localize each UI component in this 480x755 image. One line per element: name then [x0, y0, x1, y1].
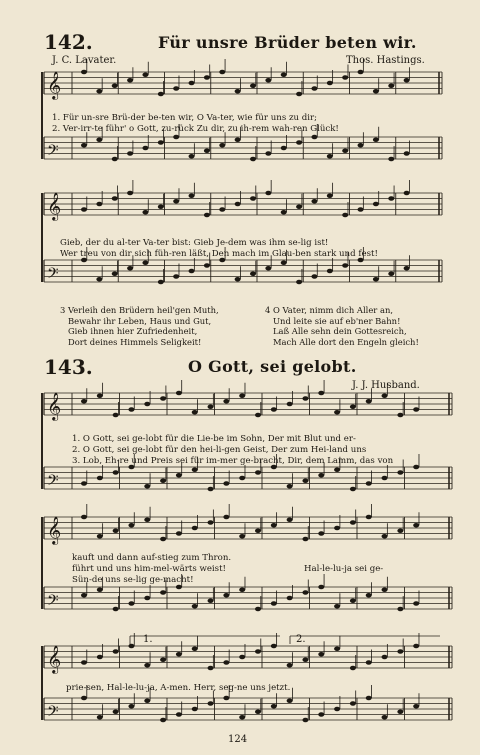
bass-clef-icon: 𝄢: [47, 703, 59, 724]
note-head: [192, 410, 198, 415]
treble-clef-icon: 𝄞: [47, 645, 62, 673]
note-head: [158, 140, 164, 145]
note-head: [239, 393, 245, 398]
note-head: [235, 89, 241, 94]
note-head: [265, 151, 271, 156]
note-head: [219, 207, 225, 212]
note-head: [223, 593, 229, 598]
note-head: [189, 193, 195, 198]
note-head: [265, 266, 271, 271]
note-head: [271, 601, 277, 606]
note-head: [342, 263, 348, 268]
hymn-143-verse2-cont: führt und uns him-mel-wärts weist!: [72, 564, 226, 574]
note-head: [388, 157, 394, 162]
note-head: [142, 146, 148, 151]
note-head: [388, 83, 394, 88]
hymn-142-verse3: 3 Verleih den Brüdern heil'gen Muth, Bewahr ihr Leben, Haus und Gut, Gieb ihnen hier Zufriedenheit, Dort deines Himmels Seligkeit!: [60, 305, 219, 347]
note-head: [397, 413, 403, 418]
note-head: [382, 655, 388, 660]
hymn-142-verse2-line: 2. Ver-irr-te führ' o Gott, zu-rück Zu dir, zu ih-rem wah-ren Glück!: [52, 124, 339, 134]
note-head: [281, 260, 287, 265]
note-head: [287, 517, 293, 522]
note-head: [255, 607, 261, 612]
note-head: [350, 598, 356, 603]
hymn-143-title: O Gott, sei gelobt.: [188, 357, 357, 376]
note-head: [397, 709, 403, 714]
note-head: [223, 696, 229, 701]
note-head: [113, 649, 119, 654]
note-head: [112, 271, 118, 276]
note-head: [173, 274, 179, 279]
note-head: [160, 590, 166, 595]
note-head: [158, 92, 164, 97]
note-head: [235, 277, 241, 282]
hymn-143-composer: J. J. Husband.: [352, 380, 420, 391]
note-head: [239, 587, 245, 592]
note-head: [287, 484, 293, 489]
note-head: [173, 199, 179, 204]
note-head: [158, 280, 164, 285]
note-head: [413, 523, 419, 528]
note-head: [358, 70, 364, 75]
note-head: [413, 644, 419, 649]
note-head: [334, 526, 340, 531]
note-head: [81, 696, 87, 701]
note-head: [271, 523, 277, 528]
note-head: [318, 652, 324, 657]
note-head: [255, 649, 261, 654]
note-head: [81, 481, 87, 486]
note-head: [382, 476, 388, 481]
note-head: [311, 86, 317, 91]
note-head: [113, 413, 119, 418]
note-head: [255, 413, 261, 418]
note-head: [223, 660, 229, 665]
note-head: [287, 698, 293, 703]
note-head: [192, 646, 198, 651]
note-head: [311, 199, 317, 204]
note-head: [271, 704, 277, 709]
note-head: [219, 143, 225, 148]
note-head: [302, 590, 308, 595]
hymn-143-number: 143.: [44, 355, 93, 379]
note-head: [223, 399, 229, 404]
note-head: [350, 404, 356, 409]
note-head: [192, 526, 198, 531]
note-head: [281, 146, 287, 151]
note-head: [373, 89, 379, 94]
note-head: [96, 137, 102, 142]
note-head: [334, 707, 340, 712]
note-head: [189, 81, 195, 86]
note-head: [239, 534, 245, 539]
note-head: [350, 666, 356, 671]
note-head: [96, 89, 102, 94]
note-head: [128, 523, 134, 528]
hymn-142-verse1-line: 1. Für un-sre Brü-der be-ten wir, O Va-ter, wie für uns zu dir;: [52, 113, 318, 123]
note-head: [160, 478, 166, 483]
note-head: [128, 601, 134, 606]
note-head: [208, 598, 214, 603]
note-head: [255, 470, 261, 475]
note-head: [373, 137, 379, 142]
bass-clef-icon: 𝄢: [47, 472, 59, 493]
note-head: [97, 655, 103, 660]
note-head: [350, 487, 356, 492]
note-head: [235, 137, 241, 142]
note-head: [176, 531, 182, 536]
note-head: [404, 78, 410, 83]
note-head: [96, 277, 102, 282]
ending-1-label: 1.: [143, 634, 153, 645]
note-head: [296, 204, 302, 209]
note-head: [287, 596, 293, 601]
hymn-143-verse1-line: 1. O Gott, sei ge-lobt für die Lie-be im Sohn, Der mit Blut und er-: [72, 434, 356, 444]
hymn-142-refrain-line2: Wer treu von dir sich füh-ren läßt, Den mach im Glau-ben stark und fest!: [60, 249, 378, 259]
note-head: [128, 704, 134, 709]
note-head: [350, 701, 356, 706]
note-head: [327, 269, 333, 274]
note-head: [204, 213, 210, 218]
hymn-142-number: 142.: [44, 30, 93, 54]
note-head: [318, 473, 324, 478]
note-head: [160, 537, 166, 542]
note-head: [327, 81, 333, 86]
note-head: [311, 135, 317, 140]
note-head: [176, 652, 182, 657]
note-head: [144, 484, 150, 489]
note-head: [296, 280, 302, 285]
note-head: [160, 396, 166, 401]
note-head: [97, 393, 103, 398]
note-head: [366, 481, 372, 486]
hymn-142-lyricist: J. C. Lavater.: [52, 55, 117, 66]
note-head: [373, 277, 379, 282]
note-head: [81, 143, 87, 148]
note-head: [302, 718, 308, 723]
note-head: [250, 271, 256, 276]
note-head: [219, 70, 225, 75]
note-head: [239, 715, 245, 720]
note-head: [327, 193, 333, 198]
note-head: [311, 274, 317, 279]
note-head: [81, 70, 87, 75]
hymn-142-refrain-line1: Gieb, der du al-ter Va-ter bist: Gieb Je-dem was ihm se-lig ist!: [60, 238, 329, 248]
note-head: [255, 709, 261, 714]
note-head: [287, 663, 293, 668]
note-head: [176, 712, 182, 717]
note-head: [271, 644, 277, 649]
note-head: [397, 649, 403, 654]
note-head: [192, 467, 198, 472]
note-head: [208, 487, 214, 492]
note-head: [366, 593, 372, 598]
note-head: [239, 655, 245, 660]
note-head: [334, 410, 340, 415]
note-head: [144, 517, 150, 522]
note-head: [388, 271, 394, 276]
hymn-143-verse2-line: 2. O Gott, sei ge-lobt für den hei-li-gen Geist, Der zum Hei-land uns: [72, 445, 367, 455]
note-head: [302, 478, 308, 483]
note-head: [160, 657, 166, 662]
note-head: [204, 148, 210, 153]
note-head: [144, 596, 150, 601]
note-head: [208, 701, 214, 706]
note-head: [160, 718, 166, 723]
note-head: [404, 191, 410, 196]
note-head: [350, 520, 356, 525]
bass-clef-icon: 𝄢: [47, 142, 59, 163]
note-head: [158, 204, 164, 209]
note-head: [382, 393, 388, 398]
note-head: [302, 657, 308, 662]
note-head: [318, 391, 324, 396]
note-head: [281, 72, 287, 77]
treble-clef-icon: 𝄞: [47, 71, 62, 99]
note-head: [404, 151, 410, 156]
note-head: [413, 465, 419, 470]
note-head: [388, 196, 394, 201]
note-head: [112, 196, 118, 201]
note-head: [302, 537, 308, 542]
note-head: [334, 467, 340, 472]
note-head: [113, 709, 119, 714]
note-head: [144, 663, 150, 668]
note-head: [302, 396, 308, 401]
note-head: [127, 266, 133, 271]
note-head: [208, 666, 214, 671]
note-head: [366, 399, 372, 404]
note-head: [127, 78, 133, 83]
treble-clef-icon: 𝄞: [47, 192, 62, 220]
note-head: [358, 207, 364, 212]
note-head: [413, 407, 419, 412]
hymn-143-verse1-cont: kauft und dann auf-stieg zum Thron.: [72, 553, 232, 563]
note-head: [127, 191, 133, 196]
note-head: [113, 470, 119, 475]
note-head: [397, 528, 403, 533]
note-head: [176, 391, 182, 396]
note-head: [334, 604, 340, 609]
note-head: [142, 72, 148, 77]
bass-clef-icon: 𝄢: [47, 592, 59, 613]
note-head: [342, 213, 348, 218]
note-head: [189, 269, 195, 274]
note-head: [176, 585, 182, 590]
note-head: [97, 587, 103, 592]
note-head: [327, 154, 333, 159]
note-head: [128, 407, 134, 412]
note-head: [173, 135, 179, 140]
note-head: [342, 75, 348, 80]
note-head: [366, 515, 372, 520]
bass-clef-icon: 𝄢: [47, 265, 59, 286]
treble-clef-icon: 𝄞: [47, 516, 62, 544]
note-head: [192, 707, 198, 712]
note-head: [81, 207, 87, 212]
note-head: [128, 644, 134, 649]
note-head: [113, 607, 119, 612]
note-head: [97, 476, 103, 481]
note-head: [296, 140, 302, 145]
hymn-143-verse3-line: 3. Lob, Eh-re und Preis sei für im-mer ge-bracht, Dir, dem Lamm, das von: [72, 456, 394, 466]
note-head: [281, 210, 287, 215]
note-head: [255, 528, 261, 533]
hymn-142-title: Für unsre Brüder beten wir.: [158, 33, 417, 52]
note-head: [318, 531, 324, 536]
note-head: [373, 202, 379, 207]
note-head: [81, 399, 87, 404]
note-head: [358, 143, 364, 148]
note-head: [113, 528, 119, 533]
note-head: [97, 715, 103, 720]
note-head: [142, 260, 148, 265]
note-head: [127, 151, 133, 156]
note-head: [397, 607, 403, 612]
note-head: [250, 157, 256, 162]
note-head: [382, 587, 388, 592]
note-head: [397, 470, 403, 475]
note-head: [96, 202, 102, 207]
note-head: [192, 604, 198, 609]
note-head: [413, 704, 419, 709]
note-head: [81, 515, 87, 520]
treble-clef-icon: 𝄞: [47, 392, 62, 420]
note-head: [144, 698, 150, 703]
page-number: 124: [228, 734, 248, 745]
note-head: [250, 83, 256, 88]
note-head: [250, 196, 256, 201]
note-head: [81, 593, 87, 598]
note-head: [366, 660, 372, 665]
note-head: [404, 266, 410, 271]
note-head: [176, 473, 182, 478]
note-head: [239, 476, 245, 481]
note-head: [296, 92, 302, 97]
note-head: [342, 148, 348, 153]
note-head: [223, 515, 229, 520]
note-head: [334, 646, 340, 651]
note-head: [287, 402, 293, 407]
note-head: [208, 404, 214, 409]
note-head: [271, 407, 277, 412]
note-head: [265, 78, 271, 83]
note-head: [204, 75, 210, 80]
note-head: [235, 202, 241, 207]
note-head: [173, 86, 179, 91]
hymn-143-final-line: prie-sen, Hal-le-lu-ja, A-men. Herr, seg-ne uns jetzt.: [66, 683, 291, 693]
hymn-143-verse3-cont: Sün-de uns se-lig ge-macht!: [72, 575, 194, 585]
note-head: [81, 660, 87, 665]
hymn-142-verse4: 4 O Vater, nimm dich Aller an, Und leite sie auf eb'ner Bahn! Laß Alle sehn dein Gottesreich, Mach Alle dort den Engeln gleich!: [265, 305, 419, 347]
note-head: [318, 585, 324, 590]
note-head: [265, 191, 271, 196]
ending-2-label: 2.: [296, 634, 306, 645]
hymn-143-refrain-start: Hal-le-lu-ja sei ge-: [304, 564, 384, 574]
note-head: [366, 696, 372, 701]
note-head: [413, 601, 419, 606]
note-head: [382, 534, 388, 539]
note-head: [97, 534, 103, 539]
note-head: [112, 157, 118, 162]
hymn-142-composer: Thos. Hastings.: [346, 55, 425, 66]
note-head: [142, 210, 148, 215]
note-head: [204, 263, 210, 268]
note-head: [208, 520, 214, 525]
note-head: [189, 154, 195, 159]
note-head: [144, 402, 150, 407]
note-head: [112, 83, 118, 88]
note-head: [318, 712, 324, 717]
note-head: [223, 481, 229, 486]
note-head: [382, 715, 388, 720]
